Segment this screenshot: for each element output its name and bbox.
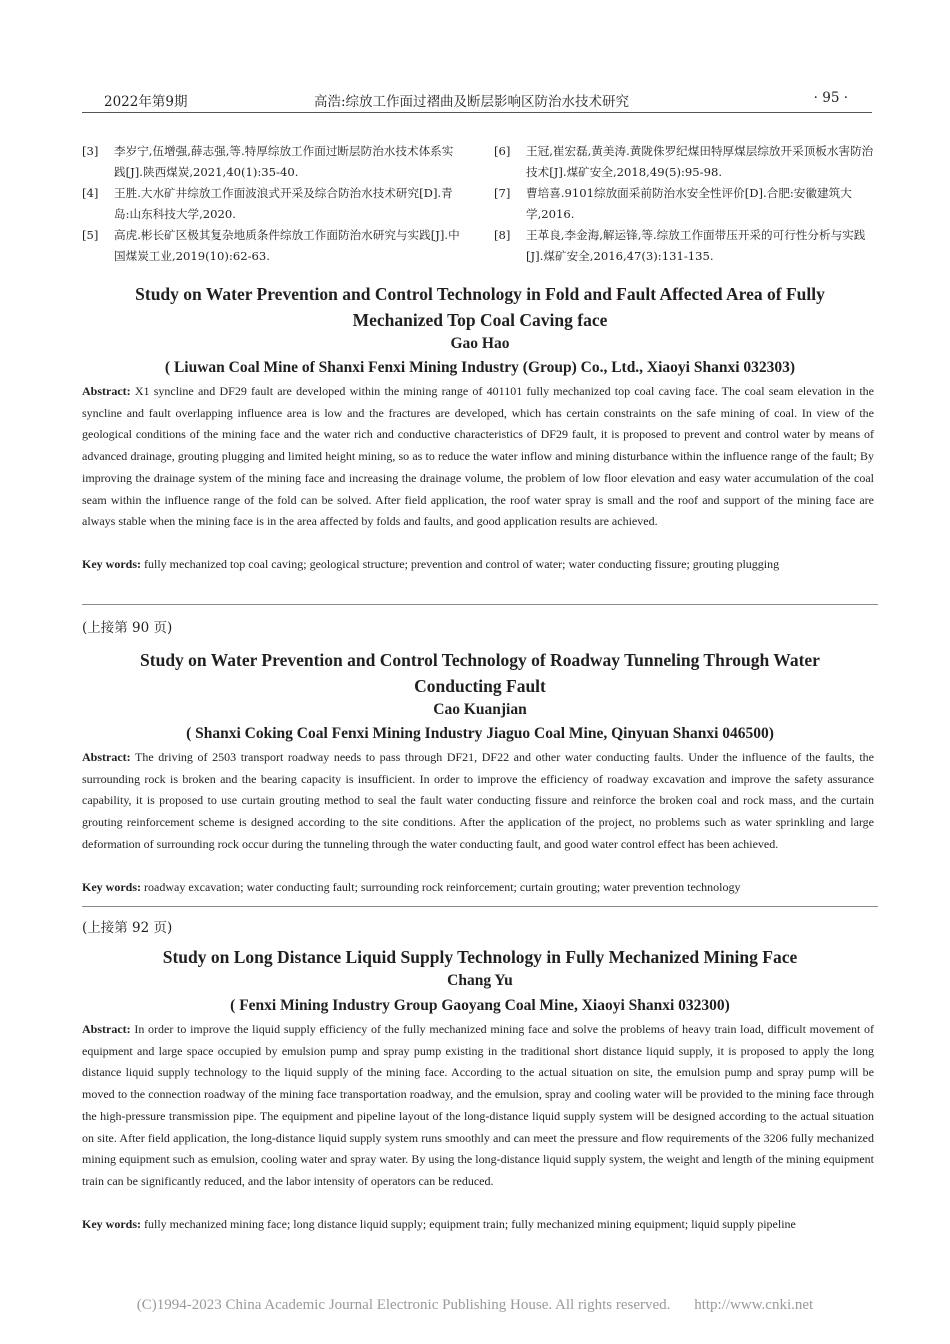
reference-number: [6] <box>494 144 511 158</box>
reference-item <box>82 183 462 225</box>
running-head <box>82 90 872 113</box>
article-2-title-line-1: Study on Water Prevention and Control Technology of Roadway Tunneling Through Water <box>140 650 820 670</box>
article-2-title-line-2: Conducting Fault <box>414 676 546 696</box>
abstract-label: Abstract: <box>82 384 131 398</box>
keywords-label: Key words: <box>82 880 141 894</box>
reference-text: 曹培喜.9101综放面采前防治水安全性评价[D].合肥:安徽建筑大学,2016. <box>526 186 852 221</box>
reference-number: [8] <box>494 228 511 242</box>
article-3-affiliation: ( Fenxi Mining Industry Group Gaoyang Coal Mine, Xiaoyi Shanxi 032300) <box>230 997 730 1014</box>
references-left-column <box>82 141 462 267</box>
reference-item <box>494 225 878 267</box>
keywords-text: fully mechanized top coal caving; geological structure; prevention and control of water; water conducting fissure; grouting plugging <box>144 557 780 571</box>
keywords-text: roadway excavation; water conducting fault; surrounding rock reinforcement; curtain grouting; water prevention technology <box>144 880 741 894</box>
reference-number: [5] <box>82 228 99 242</box>
article-1-affiliation: ( Liuwan Coal Mine of Shanxi Fenxi Mining Industry (Group) Co., Ltd., Xiaoyi Shanxi 032303) <box>164 359 796 376</box>
reference-number: [7] <box>494 186 511 200</box>
page-number: · 95 · <box>813 90 848 106</box>
abstract-label: Abstract: <box>82 1022 131 1036</box>
article-1-author: Gao Hao <box>450 335 510 352</box>
reference-text: 王胜.大水矿井综放工作面波浪式开采及综合防治水技术研究[D].青岛:山东科技大学,2020. <box>114 186 453 221</box>
references-right-column <box>494 141 878 267</box>
article-2-author: Cao Kuanjian <box>433 701 527 718</box>
article-1-title-line-1: Study on Water Prevention and Control Technology in Fold and Fault Affected Area of Fully <box>135 284 825 304</box>
reference-item <box>494 183 878 225</box>
abstract-text: In order to improve the liquid supply efficiency of the fully mechanized mining face and solve the problems of heavy train load, difficult movement of equipment and large space occupied by emulsion pump and spray pump existing in the traditional short distance liquid supply, it is proposed to apply the long distance liquid supply technology to the liquid supply of the mining face. According to the actual situation on site, the emulsion pump and spray pump will be moved to the connection roadway of the mining face transportation roadway, and the emulsion, spray and cooling water will be provided to the mining face through the high-pressure transmission pipe. The equipment and pipeline layout of the long-distance liquid supply system will be designed according to the actual situation on site. After field application, the long-distance liquid supply system runs smoothly and can meet the pressure and flow requirements of the 3206 fully mechanized mining equipment such as emulsion, cooling water and spray water. By using the long-distance liquid supply system, the weight and length of the mining equipment train can be significantly reduced, and the labor intensity of operators can be reduced. <box>82 1022 875 1188</box>
article-1-title <box>82 281 878 333</box>
reference-number: [4] <box>82 186 99 200</box>
article-3-title-line-1: Study on Long Distance Liquid Supply Technology in Fully Mechanized Mining Face <box>162 947 798 967</box>
article-1-keywords <box>82 554 874 576</box>
reference-text: 李岁宁,伍增强,薛志强,等.特厚综放工作面过断层防治水技术体系实践[J].陕西煤炭,2021,40(1):35-40. <box>114 144 454 179</box>
article-2-affiliation: ( Shanxi Coking Coal Fenxi Mining Industry Jiaguo Coal Mine, Qinyuan Shanxi 046500) <box>186 725 774 742</box>
keywords-label: Key words: <box>82 557 141 571</box>
abstract-label: Abstract: <box>82 750 131 764</box>
reference-number: [3] <box>82 144 99 158</box>
continued-from-note: (上接第 90 页) <box>82 620 173 636</box>
article-2-abstract <box>82 747 874 856</box>
reference-text: 王革良,李金海,解运锋,等.综放工作面带压开采的可行性分析与实践[J].煤矿安全,2016,47(3):131-135. <box>526 228 866 263</box>
article-3-author: Chang Yu <box>447 972 513 989</box>
reference-item <box>82 225 462 267</box>
copyright-text: (C)1994-2023 China Academic Journal Electronic Publishing House. All rights reserved. <box>136 1297 671 1313</box>
reference-item <box>494 141 878 183</box>
article-1-title-line-2: Mechanized Top Coal Caving face <box>352 310 608 330</box>
abstract-text: The driving of 2503 transport roadway needs to pass through DF21, DF22 and other water conducting faults. Under the influence of the faults, the surrounding rock is broken and the bearing capacity is insufficient. In order to improve the efficiency of roadway excavation and improve the safety assurance capability, it is proposed to use curtain grouting method to seal the fault water conducting fissure and reinforce the broken coal and rock mass, and the curtain grouting reinforcement scheme is designed according to the site conditions. After the application of the project, no problems such as water sprinkling and large deformation of surrounding rock occur during the tunneling through the water conducting fault, and good water control effect has been achieved. <box>82 750 874 851</box>
article-1-abstract <box>82 381 874 533</box>
cnki-url[interactable]: http://www.cnki.net <box>694 1297 814 1313</box>
article-running-title: 高浩:综放工作面过褶曲及断层影响区防治水技术研究 <box>314 94 630 110</box>
reference-text: 高虎.彬长矿区极其复杂地质条件综放工作面防治水研究与实践[J].中国煤炭工业,2019(10):62-63. <box>114 228 460 263</box>
copyright-footer <box>0 1297 950 1314</box>
keywords-label: Key words: <box>82 1217 141 1231</box>
article-3-title <box>82 944 878 970</box>
article-3-abstract <box>82 1019 874 1193</box>
abstract-text: X1 syncline and DF29 fault are developed within the mining range of 401101 fully mechanized top coal caving face. The coal seam elevation in the syncline and fault overlapping influence area is low and the fractures are developed, which has certain constraints on the safe mining of coal. In view of the geological conditions of the mining face and the water rich and conductive characteristics of DF29 fault, it is proposed to prevent and control water by means of advanced drainage, grouting plugging and limited height mining, so as to reduce the water inflow and mining disturbance within the influence range of the fault; By improving the drainage system of the mining face and increasing the drainage volume, the problem of low floor elevation and easy water accumulation of the coal seam within the influence range of the fold can be solved. After field application, the roof water spray is small and the roof and support of the mining face are always stable when the mining face is in the area affected by folds and faults, and good application results are achieved. <box>82 384 875 529</box>
article-2-title <box>82 647 878 699</box>
issue-label: 2022年第9期 <box>104 94 188 110</box>
article-3-keywords <box>82 1214 874 1236</box>
continued-from-note: (上接第 92 页) <box>82 920 173 936</box>
reference-text: 王冠,崔宏磊,黄美涛.黄陇侏罗纪煤田特厚煤层综放开采顶板水害防治技术[J].煤矿安全,2018,49(5):95-98. <box>526 144 874 179</box>
section-divider <box>82 906 878 907</box>
keywords-text: fully mechanized mining face; long distance liquid supply; equipment train; fully mechanized mining equipment; liquid supply pipeline <box>144 1217 796 1231</box>
reference-item <box>82 141 462 183</box>
section-divider <box>82 604 878 605</box>
article-2-keywords <box>82 877 874 899</box>
